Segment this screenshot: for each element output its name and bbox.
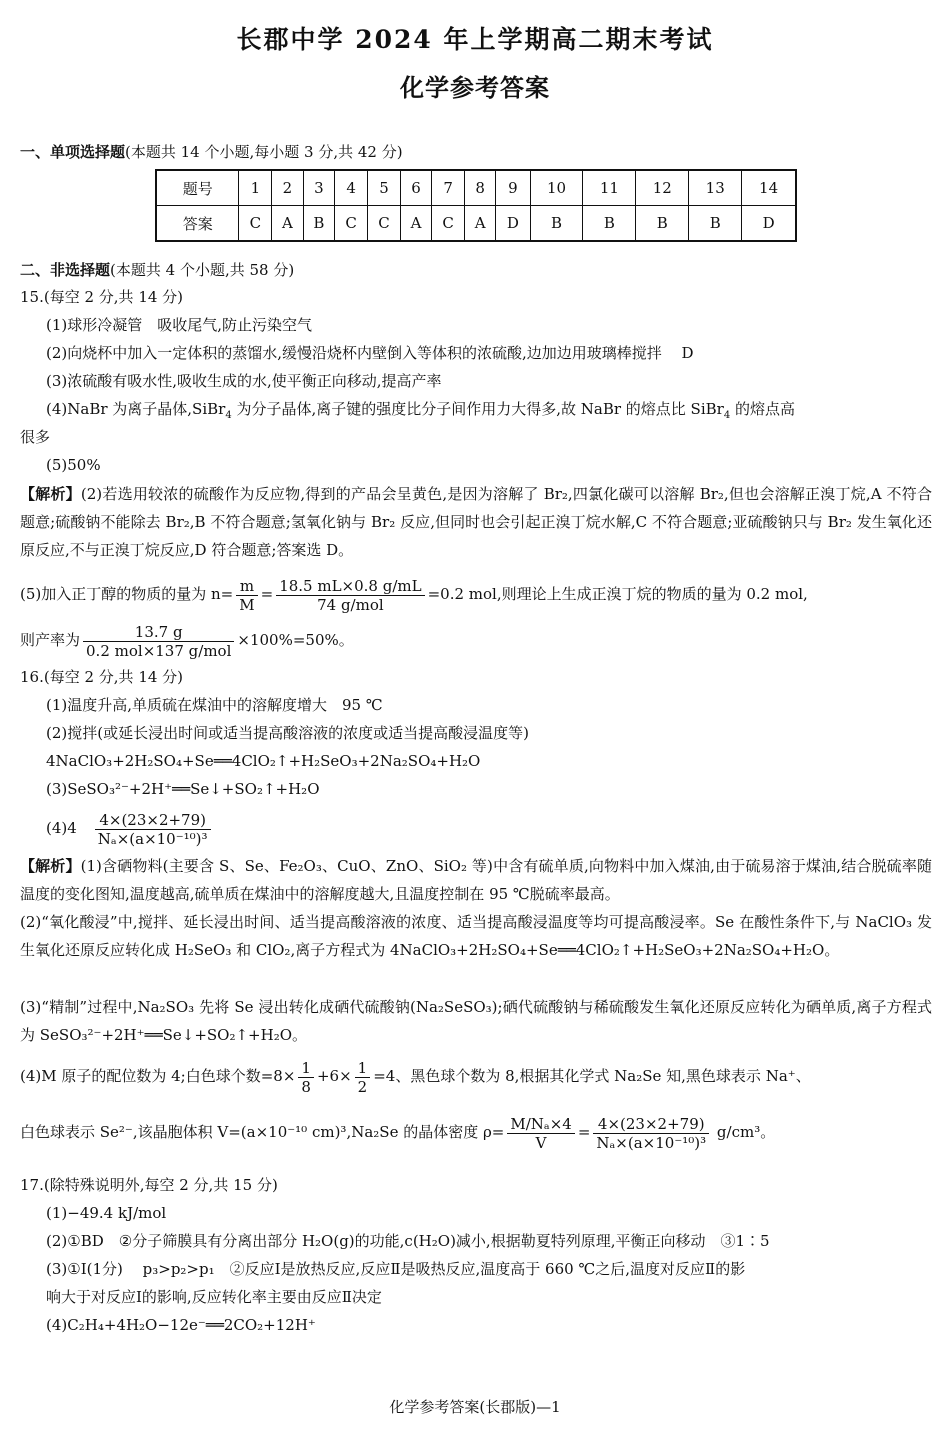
question-number-cell: 1 xyxy=(239,170,272,206)
q16-a2: (2)搅拌(或延长浸出时间或适当提高酸溶液的浓度或适当提高酸浸温度等) xyxy=(46,724,529,742)
q16-analysis-4: (4)M 原子的配位数为 4;白色球个数=8× $\frac{1}{8}$ +6× $\frac{1}{2}$ =4、黑色球个数为 8,根据其化学式 Na₂Se 知,黑色球表示 Na⁺、 xyxy=(20,1058,811,1096)
question-number-cell: 8 xyxy=(465,170,496,206)
question-number-cell: 4 xyxy=(335,170,368,206)
q17-a3: (3)①Ⅰ(1分) p₃>p₂>p₁ ②反应Ⅰ是放热反应,反应Ⅱ是吸热反应,温度高于 660 ℃之后,温度对反应Ⅱ的影 xyxy=(46,1260,746,1278)
q15-calc2: 则产率为 $\frac{13.7 g}{\text{0.2 mol×137 g/mol}}$ ×100%=50%。 xyxy=(20,622,354,660)
question-number-cell: 2 xyxy=(272,170,303,206)
answer-cell: C xyxy=(432,206,465,242)
q15-calc1: (5)加入正丁醇的物质的量为 n= $\frac{m}{M}$ = $\frac{18.5 mL\times 0.8 g/mL}{\text{74 g/mol}}$ =0.2 mol,则理论上生成正溴丁烷的物质的量为 0.2 mol, xyxy=(20,576,808,614)
section2-heading: 二、非选择题(本题共 4 个小题,共 58 分) xyxy=(20,261,295,279)
q15-analysis: 【解析】(2)若选用较浓的硫酸作为反应物,得到的产品会呈黄色,是因为溶解了 Br₂,四氯化碳可以溶解 Br₂,但也会溶解正溴丁烷,A 不符合题意;硫酸钠不能除去 Br₂,B 不符合题意;氢氧化钠与 Br₂ 反应,但同时也会引起正溴丁烷水解,C 不符合题意;亚硫酸钠只与 Br₂ 发生氧化还原反应,不与正溴丁烷反应,D 符合题意;答案选 D。 xyxy=(20,485,932,559)
q16-a4: (4)4 $\frac{4\times(23\times 2+79)}{\text{Nₐ×(a×10⁻¹⁰)³}}$ xyxy=(46,808,214,848)
q16-head: 16.(每空 2 分,共 14 分) xyxy=(20,668,184,686)
section1-heading: 一、单项选择题(本题共 14 个小题,每小题 3 分,共 42 分) xyxy=(20,143,403,161)
question-number-cell: 5 xyxy=(368,170,401,206)
question-number-cell: 7 xyxy=(432,170,465,206)
page-title: 长郡中学 2024 年上学期高二期末考试 xyxy=(236,25,714,54)
answer-cell: A xyxy=(400,206,431,242)
answer-row xyxy=(156,206,796,242)
page-subtitle: 化学参考答案 xyxy=(400,73,550,102)
question-number-cell: 9 xyxy=(496,170,530,206)
q17-a3-cont: 响大于对反应Ⅰ的影响,反应转化率主要由反应Ⅱ决定 xyxy=(46,1288,382,1306)
answer-cell: B xyxy=(689,206,742,242)
q16-analysis-1: 【解析】(1)含硒物料(主要含 S、Se、Fe₂O₃、CuO、ZnO、SiO₂ 等)中含有硫单质,向物料中加入煤油,由于硫易溶于煤油,结合脱硫率随温度的变化图知,温度越高,硫单质在煤油中的溶解度越大,且温度控制在 95 ℃脱硫率最高。 xyxy=(20,857,932,903)
q17-a1: (1)−49.4 kJ/mol xyxy=(46,1204,167,1222)
answer-cell: C xyxy=(335,206,368,242)
row-label: 答案 xyxy=(156,206,239,242)
q16-a1: (1)温度升高,单质硫在煤油中的溶解度增大 95 ℃ xyxy=(46,696,383,714)
question-number-cell: 12 xyxy=(636,170,689,206)
q15-a2: (2)向烧杯中加入一定体积的蒸馏水,缓慢沿烧杯内壁倒入等体积的浓硫酸,边加边用玻璃棒搅拌 D xyxy=(46,344,694,362)
answer-cell: C xyxy=(368,206,401,242)
page-footer: 化学参考答案(长郡版)—1 xyxy=(389,1398,561,1416)
row-label: 题号 xyxy=(156,170,239,206)
question-number-row xyxy=(156,170,796,206)
answer-cell: A xyxy=(272,206,303,242)
q15-a1: (1)球形冷凝管 吸收尾气,防止污染空气 xyxy=(46,316,313,334)
answer-cell: B xyxy=(636,206,689,242)
q17-head: 17.(除特殊说明外,每空 2 分,共 15 分) xyxy=(20,1176,278,1194)
answer-cell: C xyxy=(239,206,272,242)
question-number-cell: 13 xyxy=(689,170,742,206)
answer-cell: B xyxy=(303,206,335,242)
q15-head: 15.(每空 2 分,共 14 分) xyxy=(20,288,184,306)
q16-analysis-5: 白色球表示 Se²⁻,该晶胞体积 V=(a×10⁻¹⁰ cm)³,Na₂Se 的晶体密度 ρ= $\frac{\text{M/Nₐ×4}}{V}$ = $\frac{4\times(23\times 2+79)}{\text{Nₐ×(a×10⁻¹⁰)³}}$ g/cm³。 xyxy=(20,1114,776,1152)
answer-cell: B xyxy=(530,206,583,242)
q17-a4: (4)C₂H₄+4H₂O−12e⁻══2CO₂+12H⁺ xyxy=(46,1316,316,1334)
q16-analysis-3: (3)“精制”过程中,Na₂SO₃ 先将 Se 浸出转化成硒代硫酸钠(Na₂SeSO₃);硒代硫酸钠与稀硫酸发生氧化还原反应转化为硒单质,离子方程式为 SeSO₃²⁻+2H⁺══Se↓+SO₂↑+H₂O。 xyxy=(20,998,932,1044)
q16-eq1: 4NaClO₃+2H₂SO₄+Se══4ClO₂↑+H₂SeO₃+2Na₂SO₄+H₂O xyxy=(46,752,481,770)
answer-table xyxy=(155,169,797,242)
answer-cell: A xyxy=(465,206,496,242)
question-number-cell: 10 xyxy=(530,170,583,206)
question-number-cell: 11 xyxy=(583,170,636,206)
question-number-cell: 3 xyxy=(303,170,335,206)
answer-cell: B xyxy=(583,206,636,242)
q16-analysis-2: (2)“氧化酸浸”中,搅拌、延长浸出时间、适当提高酸溶液的浓度、适当提高酸浸温度等均可提高酸浸率。Se 在酸性条件下,与 NaClO₃ 发生氧化还原反应转化成 H₂SeO₃ 和 ClO₂,离子方程式为 4NaClO₃+2H₂SO₄+Se══4ClO₂↑+H₂SeO₃+2Na₂SO₄+H₂O。 xyxy=(20,913,932,959)
q16-a3: (3)SeSO₃²⁻+2H⁺══Se↓+SO₂↑+H₂O xyxy=(46,780,320,798)
q15-a4-cont: 很多 xyxy=(20,428,51,446)
answer-cell: D xyxy=(496,206,530,242)
answer-cell: D xyxy=(742,206,796,242)
q15-a5: (5)50% xyxy=(46,456,101,474)
question-number-cell: 6 xyxy=(400,170,431,206)
q17-a2: (2)①BD ②分子筛膜具有分离出部分 H₂O(g)的功能,c(H₂O)减小,根据勒夏特列原理,平衡正向移动 ③1∶5 xyxy=(46,1232,770,1250)
q15-a3: (3)浓硫酸有吸水性,吸收生成的水,使平衡正向移动,提高产率 xyxy=(46,372,442,390)
q15-a4: (4)NaBr 为离子晶体,SiBr$_4$ 为分子晶体,离子键的强度比分子间作用力大得多,故 NaBr 的熔点比 SiBr$_4$ 的熔点高 xyxy=(46,400,795,421)
question-number-cell: 14 xyxy=(742,170,796,206)
